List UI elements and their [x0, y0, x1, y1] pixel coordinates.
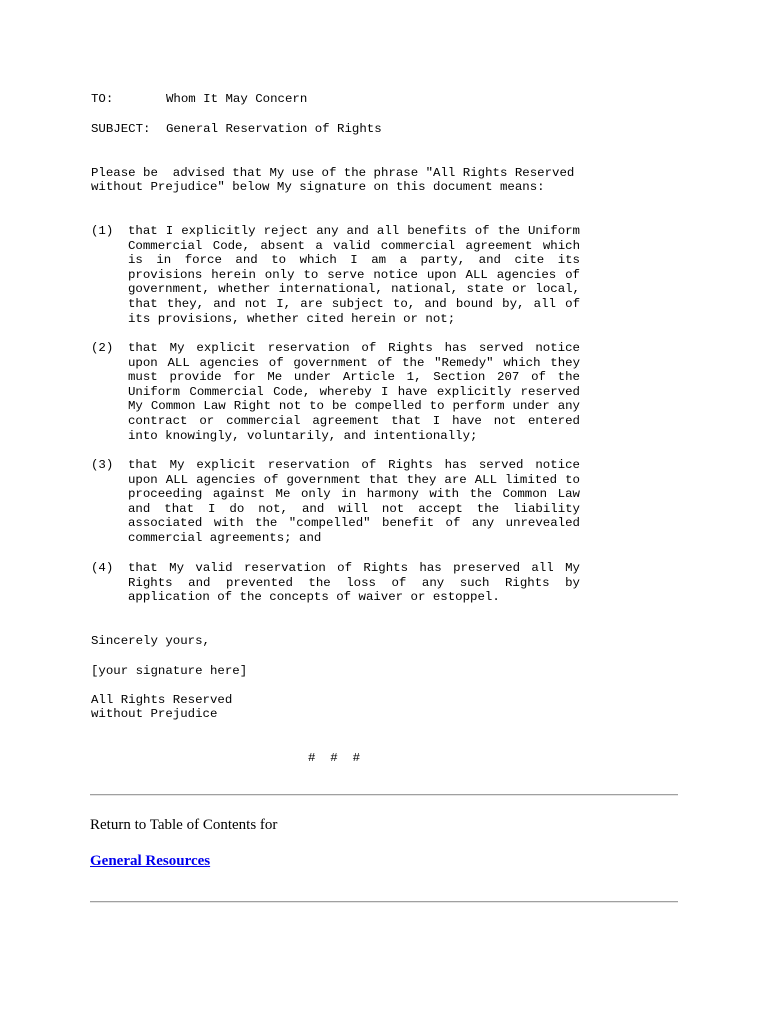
list-item-text: that I explicitly reject any and all benefits of the Uniform Commercial Code, absent a valid commercial agreement which is in force and to which I am a party, and cite its provisions herein only to serve notice upon ALL agencies of government, whether international, national, state or local, that they, and not I, are subject to, and bound by, all of its provisions, whether cited herein or not; [128, 224, 580, 326]
intro-line-2: without Prejudice" below My signature on this document means: [91, 180, 545, 194]
list-item-number: (4) [91, 561, 114, 575]
general-resources-link[interactable]: General Resources [90, 853, 211, 869]
end-marks: # # # [308, 751, 361, 765]
general-resources-link-wrapper [90, 853, 210, 870]
signature-placeholder: [your signature here] [91, 664, 248, 678]
reservation-line-2: without Prejudice [91, 707, 218, 721]
reservation-line-1: All Rights Reserved [91, 693, 233, 707]
to-line [91, 92, 308, 107]
subject-line [91, 122, 382, 137]
list-item-text: that My valid reservation of Rights has preserved all My Rights and prevented the loss of any such Rights by application of the concepts of waiver or estoppel. [128, 561, 580, 605]
to-value: Whom It May Concern [166, 92, 308, 106]
return-text: Return to Table of Contents for [90, 817, 278, 833]
divider-top [90, 794, 678, 796]
closing: Sincerely yours, [91, 634, 210, 648]
subject-value: General Reservation of Rights [166, 122, 382, 136]
list-item-number: (2) [91, 341, 114, 355]
subject-label: SUBJECT: [91, 122, 151, 136]
list-item-number: (3) [91, 458, 114, 472]
list-item-text: that My explicit reservation of Rights has served notice upon ALL agencies of government of the "Remedy" which they must provide for Me under Article 1, Section 207 of the Uniform Commercial Code, whereby I have explicitly reserved My Common Law Right not to be compelled to perform under any contract or commercial agreement that I have not entered into knowingly, voluntarily, and intentionally; [128, 341, 580, 443]
divider-bottom [90, 901, 678, 903]
list-item-text: that My explicit reservation of Rights has served notice upon ALL agencies of government that they are ALL limited to proceeding against Me only in harmony with the Common Law and that I do not, and will not accept the liability associated with the "compelled" benefit of any unrevealed commercial agreements; and [128, 458, 580, 545]
list-item-number: (1) [91, 224, 114, 238]
to-label: TO: [91, 92, 114, 106]
intro-line-1: Please be advised that My use of the phrase "All Rights Reserved [91, 166, 575, 180]
